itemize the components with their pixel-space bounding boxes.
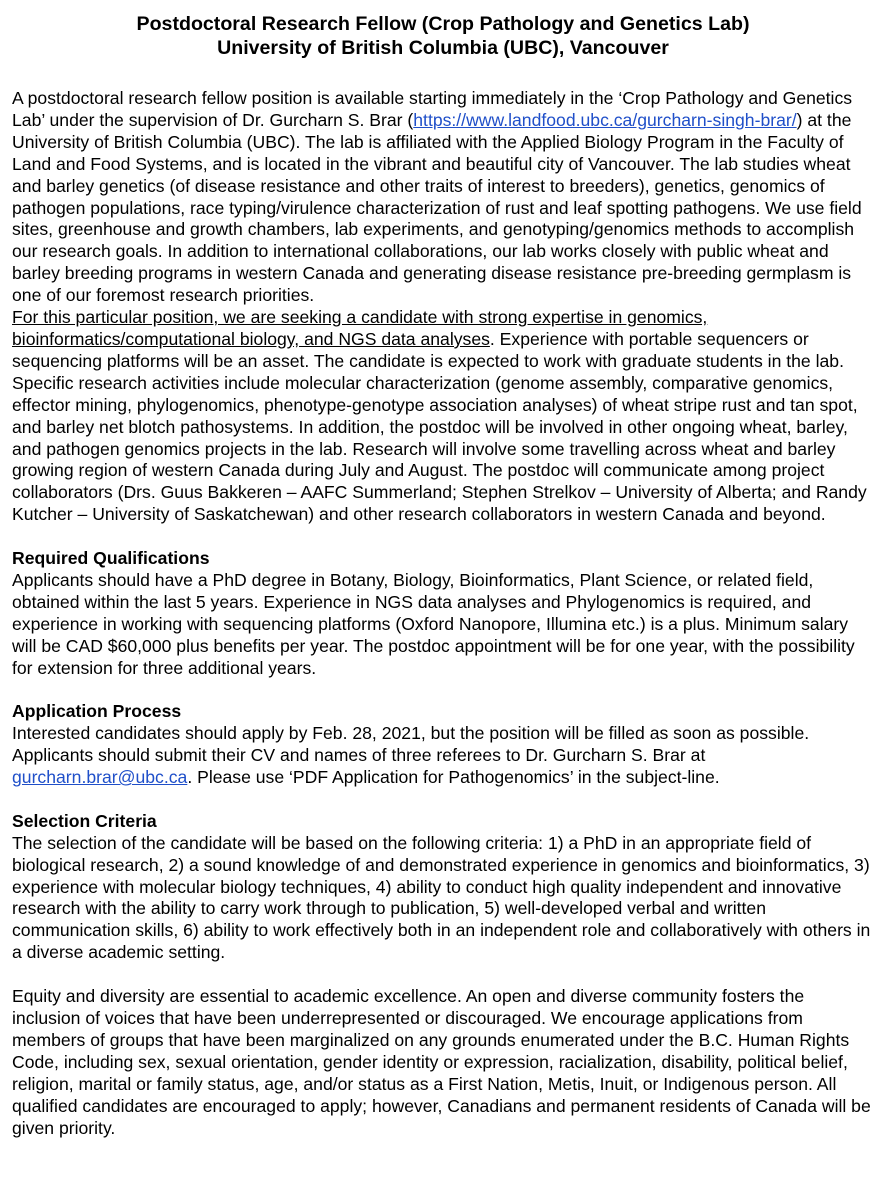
application-text-before-email: Interested candidates should apply by Feb. 28, 2021, but the position will be filled as soon as possible. Applicants should submit their CV and names of three referees to Dr. Gurcharn S. Brar at <box>12 723 810 766</box>
page-subtitle: University of British Columbia (UBC), Vancouver <box>217 37 669 59</box>
title-block <box>12 12 874 60</box>
intro-paragraph <box>12 88 874 307</box>
faculty-profile-link[interactable]: https://www.landfood.ubc.ca/gurcharn-singh-brar/ <box>413 109 797 130</box>
section-spacer <box>12 679 874 701</box>
position-paragraph <box>12 307 874 526</box>
position-emphasis-text: For this particular position, we are seeking a candidate with strong expertise in genomics, bioinformatics/computational biology, and NGS data analyses <box>12 307 708 349</box>
intro-text-before-link: A postdoctoral research fellow position is available starting immediately in the ‘Crop Pathology and Genetics Lab’ under the supervision of Dr. Gurcharn S. Brar ( <box>12 88 853 130</box>
position-text: . Experience with portable sequencers or sequencing platforms will be an asset. The candidate is expected to work with graduate students in the lab. Specific research activities include molecular characterization (genome assembly, comparative genomics, effector mining, phylogenomics, phenotype-genotype association analyses) of wheat stripe rust and tan spot, and barley net blotch pathosystems. In addition, the postdoc will be involved in other ongoing wheat, barley, and pathogen genomics projects in the lab. Research will involve some travelling across wheat and barley growing region of western Canada during July and August. The postdoc will communicate among project collaborators (Drs. Guus Bakkeren – AAFC Summerland; Stephen Strelkov – University of Alberta; and Randy Kutcher – University of Saskatchewan) and other research collaborators in western Canada and beyond. <box>12 328 867 525</box>
contact-email-link[interactable]: gurcharn.brar@ubc.ca <box>12 767 188 788</box>
section-spacer <box>12 789 874 811</box>
application-text-after-email: . Please use ‘PDF Application for Pathogenomics’ in the subject-line. <box>187 767 720 788</box>
page-title: Postdoctoral Research Fellow (Crop Pathology and Genetics Lab) <box>136 13 750 35</box>
selection-heading: Selection Criteria <box>12 810 157 831</box>
application-paragraph <box>12 723 874 789</box>
equity-paragraph: Equity and diversity are essential to academic excellence. An open and diverse community fosters the inclusion of voices that have been underrepresented or discouraged. We encourage applications from members of groups that have been marginalized on any grounds enumerated under the B.C. Human Rights Code, including sex, sexual orientation, gender identity or expression, racialization, disability, political belief, religion, marital or family status, age, and/or status as a First Nation, Metis, Inuit, or Indigenous person. All qualified candidates are encouraged to apply; however, Canadians and permanent residents of Canada will be given priority. <box>12 986 871 1138</box>
application-heading: Application Process <box>12 701 182 722</box>
intro-text-after-link: ) at the University of British Columbia (UBC). The lab is affiliated with the Applied Biology Program in the Faculty of Land and Food Systems, and is located in the vibrant and beautiful city of Vancouver. The lab studies wheat and barley genetics (of disease resistance and other traits of interest to breeders), genetics, genomics of pathogen populations, race typing/virulence characterization of rust and leaf spotting pathogens. We use field sites, greenhouse and growth chambers, lab experiments, and genotyping/genomics methods to accomplish our research goals. In addition to international collaborations, our lab works closely with public wheat and barley breeding programs in western Canada and generating disease resistance pre-breeding germplasm is one of our foremost research priorities. <box>12 109 862 306</box>
qualifications-heading: Required Qualifications <box>12 548 210 569</box>
job-posting-document <box>12 12 874 1139</box>
section-spacer <box>12 964 874 986</box>
selection-paragraph: The selection of the candidate will be based on the following criteria: 1) a PhD in an appropriate field of biological research, 2) a sound knowledge of and demonstrated experience in genomics and bioinformatics, 3) experience with molecular biology techniques, 4) ability to conduct high quality independent and innovative research with the ability to carry work through to publication, 5) well-developed verbal and written communication skills, 6) ability to work effectively both in an independent role and collaboratively with others in a diverse academic setting. <box>12 832 871 963</box>
section-spacer <box>12 526 874 548</box>
qualifications-paragraph: Applicants should have a PhD degree in Botany, Biology, Bioinformatics, Plant Science, or related field, obtained within the last 5 years. Experience in NGS data analyses and Phylogenomics is required, and experience in working with sequencing platforms (Oxford Nanopore, Illumina etc.) is a plus. Minimum salary will be CAD $60,000 plus benefits per year. The postdoc appointment will be for one year, with the possibility for extension for three additional years. <box>12 569 855 678</box>
